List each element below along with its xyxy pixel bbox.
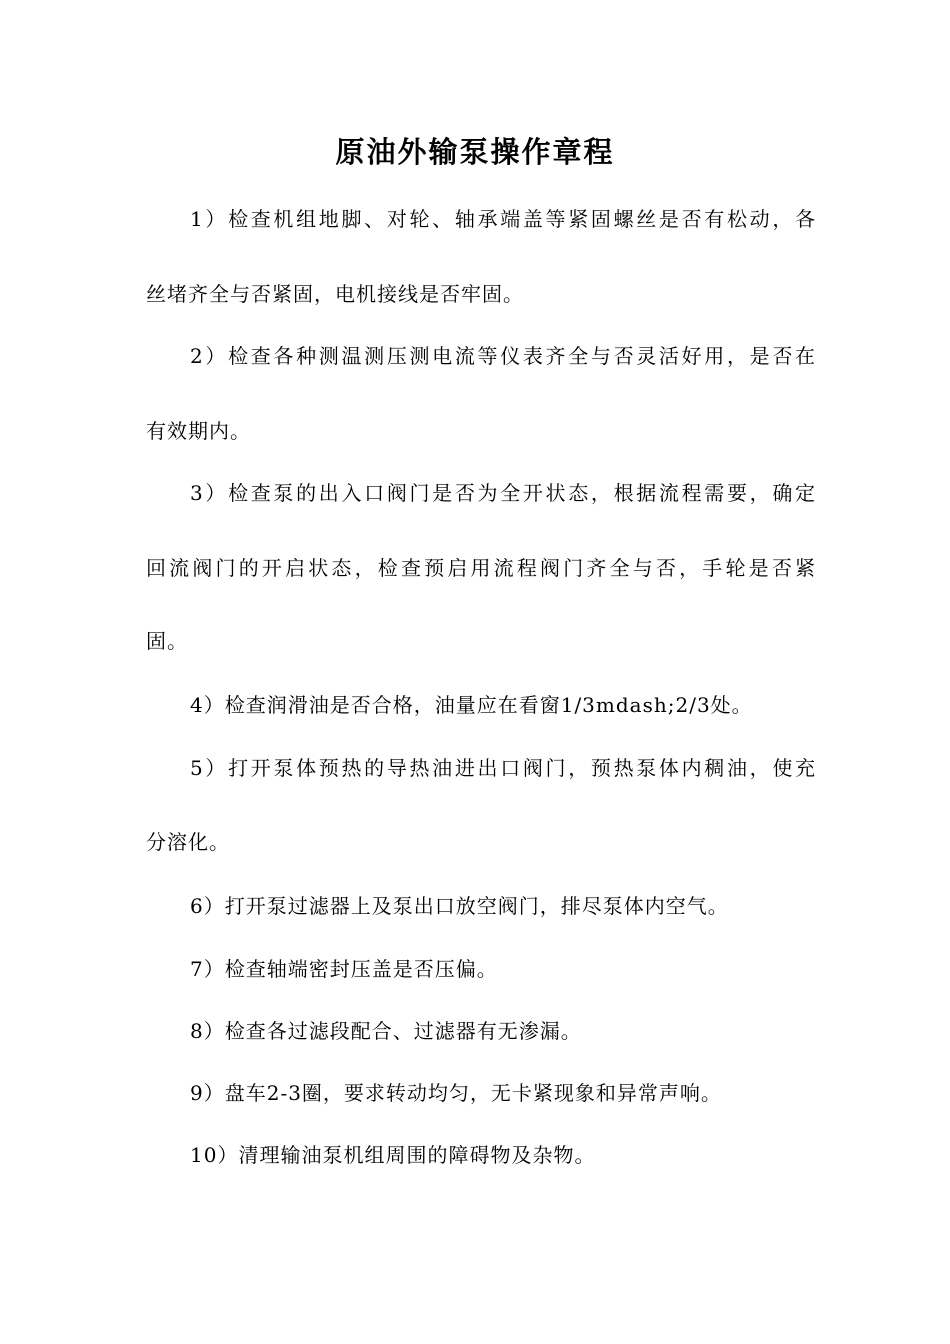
paragraph-line: 9）盘车2-3圈，要求转动均匀，无卡紧现象和异常声响。 [190, 1081, 722, 1105]
paragraph-line: 固。 [146, 629, 188, 653]
paragraph-line: 分溶化。 [146, 830, 230, 854]
paragraph-line: 1）检查机组地脚、对轮、轴承端盖等紧固螺丝是否有松动，各 [190, 207, 816, 231]
paragraph-line: 2）检查各种测温测压测电流等仪表齐全与否灵活好用，是否在 [190, 344, 816, 368]
paragraph-line: 回流阀门的开启状态，检查预启用流程阀门齐全与否，手轮是否紧 [146, 556, 816, 580]
document-title: 原油外输泵操作章程 [335, 135, 615, 169]
paragraph-line: 7）检查轴端密封压盖是否压偏。 [190, 957, 498, 981]
paragraph-line: 4）检查润滑油是否合格，油量应在看窗1/3mdash;2/3处。 [190, 693, 753, 717]
paragraph-line: 6）打开泵过滤器上及泵出口放空阀门，排尽泵体内空气。 [190, 894, 729, 918]
paragraph-line: 3）检查泵的出入口阀门是否为全开状态，根据流程需要，确定 [190, 481, 816, 505]
paragraph-line: 8）检查各过滤段配合、过滤器有无渗漏。 [190, 1019, 582, 1043]
paragraph-line: 5）打开泵体预热的导热油进出口阀门，预热泵体内稠油，使充 [190, 756, 816, 780]
paragraph-line: 丝堵齐全与否紧固，电机接线是否牢固。 [146, 282, 524, 306]
paragraph-line: 有效期内。 [146, 419, 251, 443]
paragraph-line: 10）清理输油泵机组周围的障碍物及杂物。 [190, 1143, 596, 1167]
